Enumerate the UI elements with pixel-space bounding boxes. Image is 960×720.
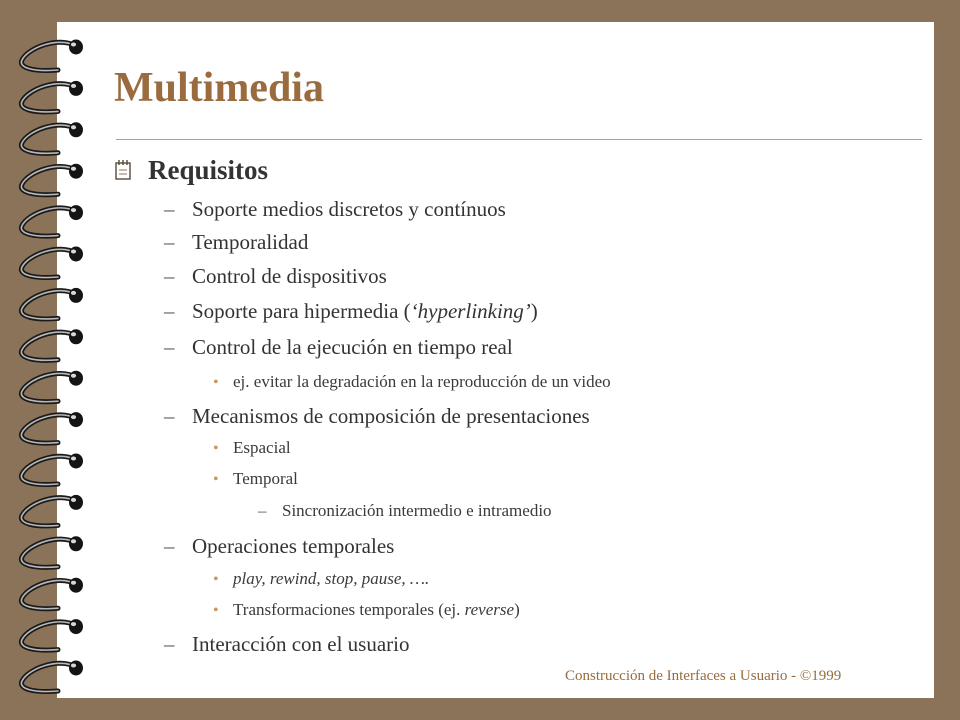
spiral-binding-rings (0, 0, 120, 720)
binding-ring (21, 619, 83, 650)
list-item: – Mecanismos de composición de presentaciones (164, 404, 590, 428)
binding-ring (21, 329, 83, 360)
binding-ring (21, 288, 83, 319)
list-item: – Control de la ejecución en tiempo real (164, 335, 513, 359)
list-item: – Operaciones temporales (164, 534, 395, 558)
binding-ring (21, 40, 83, 71)
title-divider (116, 139, 922, 140)
sub-list-item: • Transformaciones temporales (ej. reverse) (213, 600, 520, 619)
sub-sub-list-item: – Sincronización intermedio e intramedio (258, 501, 552, 520)
heading-text: Requisitos (148, 155, 269, 185)
notepad-bullet-icon (114, 159, 134, 181)
binding-ring (21, 495, 83, 526)
sub-list-item: • Temporal (213, 469, 298, 488)
list-item: – Soporte medios discretos y contínuos (164, 197, 506, 221)
binding-ring (21, 247, 83, 278)
sub-list-item: • play, rewind, stop, pause, …. (213, 569, 430, 588)
binding-ring (21, 205, 83, 236)
sub-list-item: • ej. evitar la degradación en la reproducción de un video (213, 372, 611, 391)
list-item: – Temporalidad (164, 230, 309, 254)
list-item: – Interacción con el usuario (164, 632, 410, 656)
binding-ring (21, 536, 83, 567)
sub-list-item: • Espacial (213, 438, 291, 457)
binding-ring (21, 371, 83, 402)
list-item: – Control de dispositivos (164, 264, 387, 288)
binding-ring (21, 164, 83, 195)
binding-ring (21, 578, 83, 609)
slide-title: Multimedia (114, 65, 324, 111)
binding-ring (21, 412, 83, 443)
binding-ring (21, 122, 83, 153)
slide-footer: Construcción de Interfaces a Usuario - ©1999 (565, 668, 842, 684)
list-item: – Soporte para hipermedia (‘hyperlinking’) (164, 299, 538, 323)
heading-requisitos (114, 153, 268, 187)
binding-ring (21, 454, 83, 485)
binding-ring (21, 81, 83, 112)
binding-ring (21, 661, 83, 692)
